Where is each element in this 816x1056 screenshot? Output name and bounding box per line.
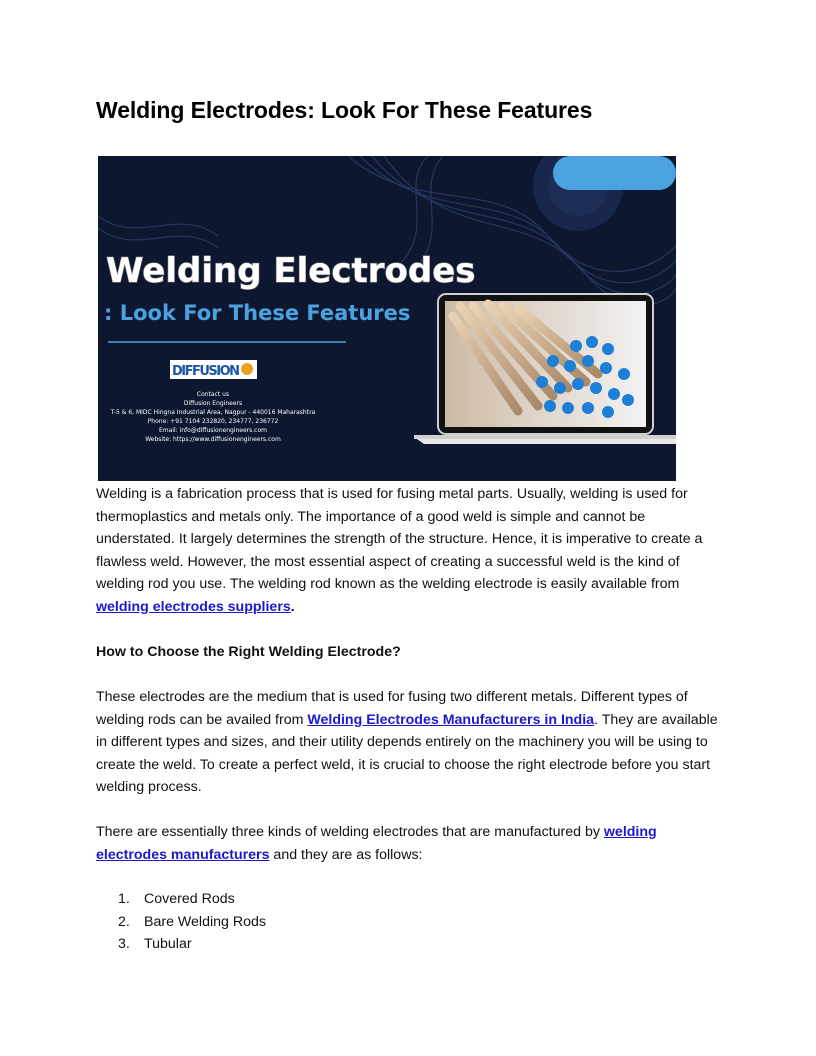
electrode-types-list xyxy=(96,888,266,956)
list-number: 3. xyxy=(118,936,130,952)
list-item-text: Tubular xyxy=(144,936,192,952)
contact-line: Contact us xyxy=(196,391,230,398)
kinds-text-before: There are essentially three kinds of welding electrodes that are manufactured by xyxy=(96,824,604,840)
list-item xyxy=(96,911,266,934)
list-item-text: Covered Rods xyxy=(144,891,235,907)
intro-period: . xyxy=(290,598,295,615)
list-item xyxy=(96,933,266,956)
banner-heading: Welding Electrodes xyxy=(106,251,476,291)
document-title: Welding Electrodes: Look For These Features xyxy=(96,97,593,123)
diffusion-logo xyxy=(170,360,257,379)
list-item xyxy=(96,888,266,911)
contact-line: T-5 & 6, MIDC Hingna Industrial Area, Nagpur - 440016 Maharashtra xyxy=(110,409,316,416)
manufacturers-link[interactable]: welding electrodes manufacturers xyxy=(96,824,657,863)
banner-image xyxy=(98,156,676,481)
kinds-text-after: and they are as follows: xyxy=(269,846,423,863)
list-number: 2. xyxy=(118,913,130,930)
suppliers-link[interactable]: welding electrodes suppliers xyxy=(96,598,291,615)
banner-subheading: : Look For These Features xyxy=(104,301,411,325)
accent-pill-shape xyxy=(553,156,676,190)
section-heading: How to Choose the Right Welding Electrode? xyxy=(96,644,401,660)
logo-text: DIFFUSION xyxy=(172,364,240,379)
choose-text-after: . They are available in different types and sizes, and their utility depends entirely on the machinery you will be using to create the weld. To create a perfect weld, it is crucial to choose the right electrode before you start welding process. xyxy=(96,711,718,795)
contact-line: Website: https://www.diffusionengineers.com xyxy=(145,436,281,443)
laptop-graphic xyxy=(414,294,676,444)
intro-paragraph xyxy=(96,483,720,618)
banner-graphic xyxy=(98,156,676,481)
choose-text-before: These electrodes are the medium that is used for fusing two different metals. Different types of welding rods can be availed from xyxy=(96,689,688,728)
contact-line: Phone: +91 7104 232820, 234777, 236772 xyxy=(147,418,279,425)
manufacturers-india-link[interactable]: Welding Electrodes Manufacturers in India xyxy=(307,711,595,728)
list-item-text: Bare Welding Rods xyxy=(144,913,266,930)
contact-line: Email: info@diffusionengineers.com xyxy=(159,427,267,434)
intro-text: Welding is a fabrication process that is used for fusing metal parts. Usually, welding is used for thermoplastics and metals only. The importance of a good weld is simple and cannot be understated. It largely determines the strength of the structure. Hence, it is imperative to create a flawless weld. However, the most essential aspect of creating a successful weld is the kind of welding rod you use. The welding rod known as the welding electrode is easily available from xyxy=(96,486,703,592)
kinds-paragraph xyxy=(96,821,720,866)
choose-paragraph xyxy=(96,686,720,799)
list-number: 1. xyxy=(118,891,130,907)
contact-line: Diffusion Engineers xyxy=(183,400,243,407)
